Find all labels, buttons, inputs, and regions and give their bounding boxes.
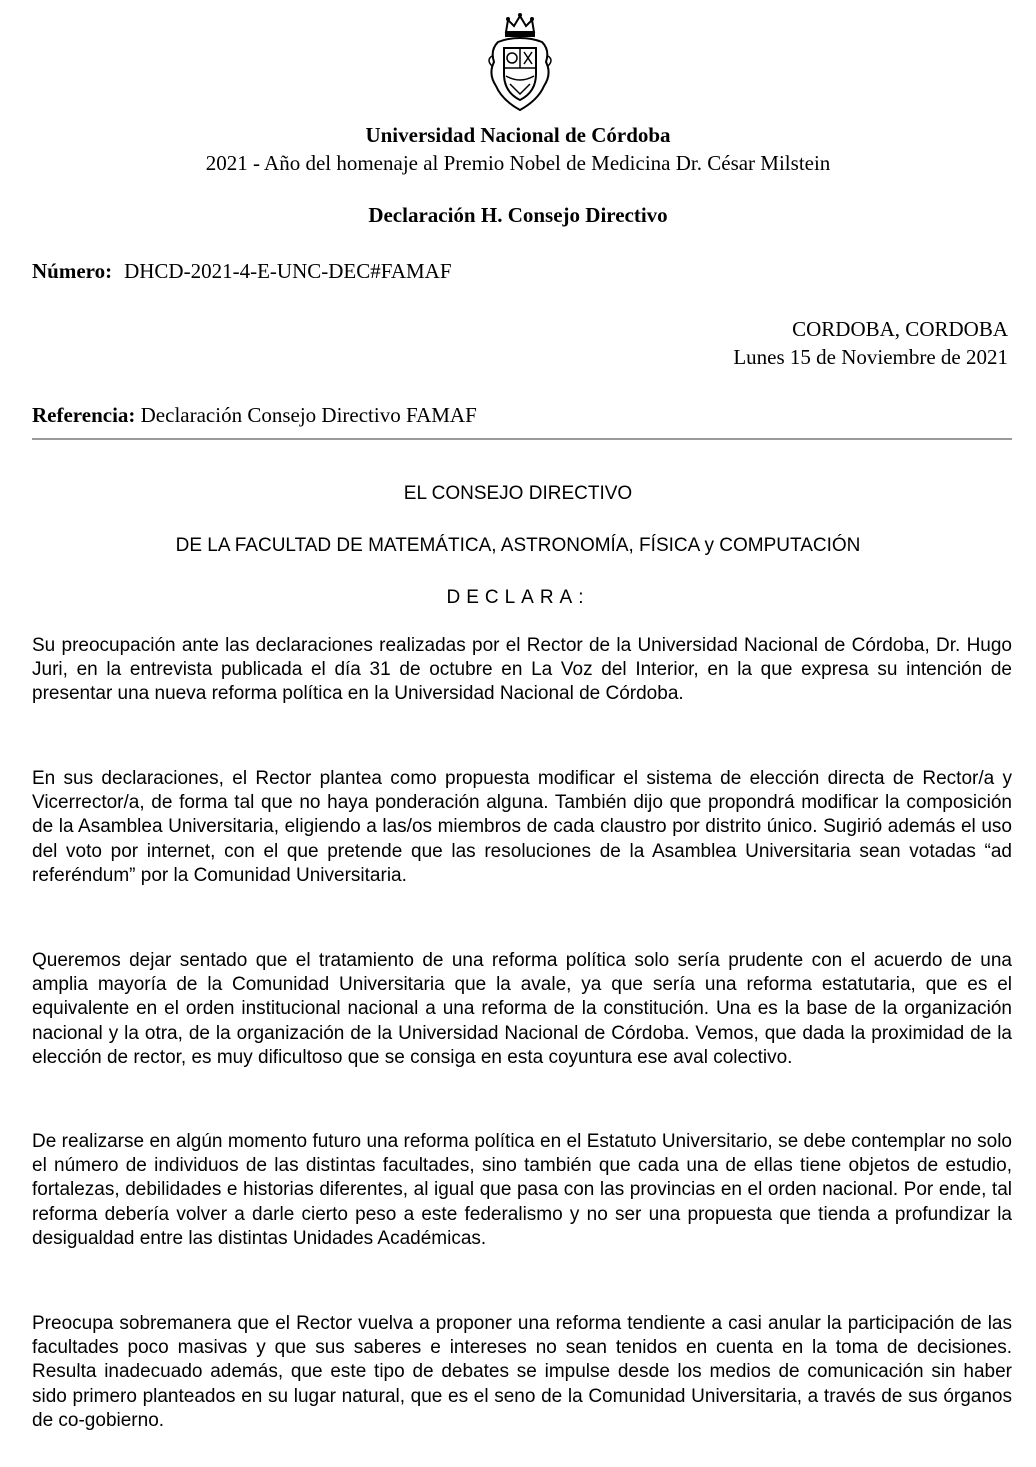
paragraph-text: Su preocupación ante las declaraciones realizadas por el Rector de la Universidad Nacional de Córdoba, Dr. Hugo Juri, en la entrevista publicada el día 31 de octubre en La Voz del Interior, en la que expresa su intención de presentar una nueva reforma política en la Universidad Nacional de Córdoba. (32, 635, 1012, 705)
divider (32, 438, 1012, 440)
date: Lunes 15 de Noviembre de 2021 (733, 345, 1008, 369)
heading-faculty: DE LA FACULTAD DE MATEMÁTICA, ASTRONOMÍA, FÍSICA y COMPUTACIÓN (175, 535, 861, 556)
reference-value: Declaración Consejo Directivo FAMAF (140, 403, 477, 427)
document-number-value: DHCD-2021-4-E-UNC-DEC#FAMAF (124, 259, 452, 283)
place: CORDOBA, CORDOBA (792, 317, 1008, 341)
heading-council: EL CONSEJO DIRECTIVO (403, 483, 633, 504)
paragraph-text: Queremos dejar sentado que el tratamiento de una reforma política solo sería prudente con el acuerdo de una amplia mayoría de la Comunidad Universitaria que la avale, ya que sería una reforma estatutaria, que es el equivalente en el orden institucional nacional a una reforma de la constitución. Una es la base de la organización nacional y la otra, de la organización de la Universidad Nacional de Córdoba. Vemos, que dada la proximidad de la elección de rector, es muy dificultoso que se consiga en esta coyuntura ese aval colectivo. (32, 950, 1012, 1068)
university-coat-of-arms-icon (484, 12, 556, 114)
paragraph-2 (32, 767, 1012, 888)
place-and-date (733, 315, 1008, 371)
heading-declara: DECLARA: (446, 587, 590, 608)
reference (32, 402, 477, 428)
paragraph-text: En sus declaraciones, el Rector plantea como propuesta modificar el sistema de elección directa de Rector/a y Vicerrector/a, de forma tal que no haya ponderación alguna. También dijo que propondrá modificar la composición de la Asamblea Universitaria, eligiendo a las/os miembros de cada claustro por distrito único. Sugirió además el uso del voto por internet, con el que pretende que las resoluciones de la Asamblea Universitaria sean votadas “ad referéndum” por la Comunidad Universitaria. (32, 768, 1012, 886)
reference-label: Referencia: (32, 403, 136, 427)
paragraph-text: Preocupa sobremanera que el Rector vuelva a proponer una reforma tendiente a casi anular la participación de las facultades poco masivas y que sus saberes e intereses no sean tenidos en cuenta en la toma de decisiones. Resulta inadecuado además, que este tipo de debates se impulse desde los medios de comunicación sin haber sido primero planteados en su lugar natural, que es el seno de la Comunidad Universitaria, a través de sus órganos de co-gobierno. (32, 1313, 1012, 1431)
paragraph-3 (32, 949, 1012, 1070)
paragraph-1 (32, 634, 1012, 707)
year-motto: 2021 - Año del homenaje al Premio Nobel de Medicina Dr. César Milstein (205, 151, 831, 175)
paragraph-5 (32, 1312, 1012, 1433)
paragraph-4 (32, 1130, 1012, 1251)
university-name: Universidad Nacional de Córdoba (365, 123, 671, 147)
document-number (32, 258, 452, 284)
paragraph-text: De realizarse en algún momento futuro una reforma política en el Estatuto Universitario, se debe contemplar no solo el número de individuos de las distintas facultades, sino también que cada una de ellas tiene objetos de estudio, fortalezas, debilidades e historias diferentes, al igual que pasa con las provincias en el orden nacional. Por ende, tal reforma debería volver a darle cierto peso a este federalismo y no ser una propuesta que tienda a profundizar la desigualdad entre las distintas Unidades Académicas. (32, 1131, 1012, 1249)
document-number-label: Número: (32, 259, 113, 283)
document-type-title: Declaración H. Consejo Directivo (368, 203, 668, 227)
